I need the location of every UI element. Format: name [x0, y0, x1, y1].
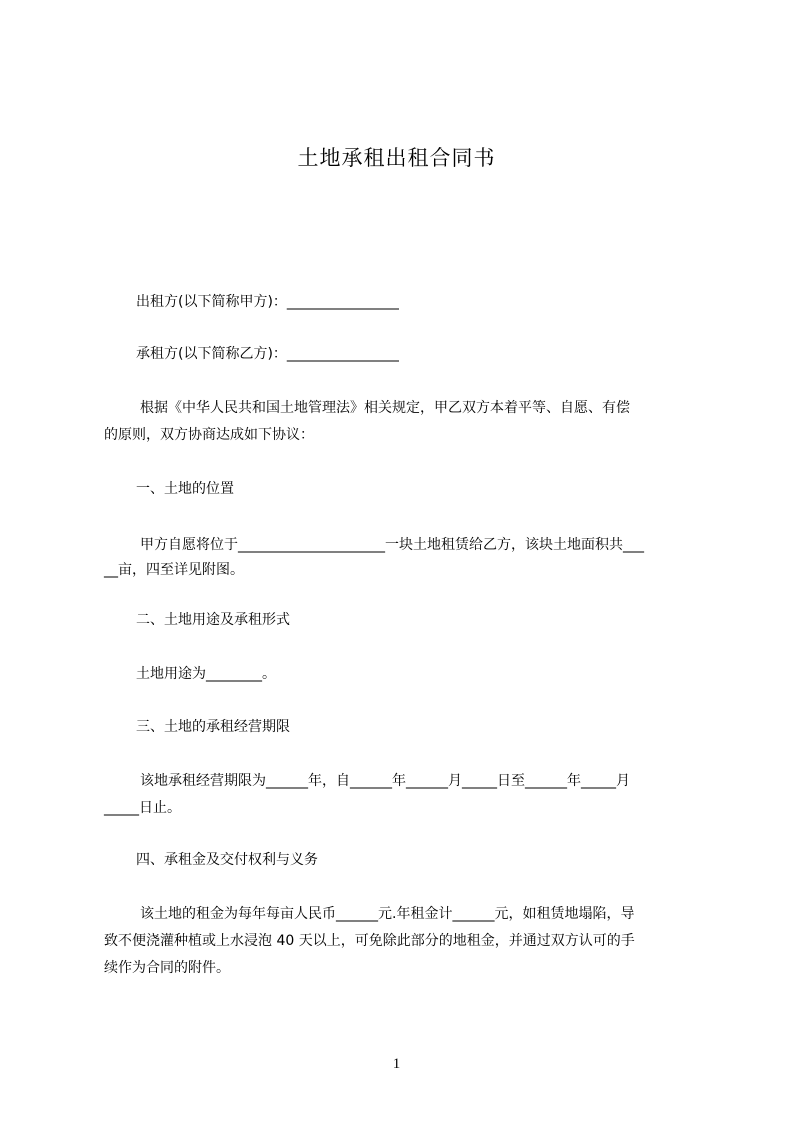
preamble-line-1: 根据《中华人民共和国土地管理法》相关规定，甲乙双方本着平等、自愿、有偿 — [140, 400, 630, 416]
section-2-heading: 二、土地用途及承租形式 — [136, 612, 290, 628]
lessor-line: 出租方(以下简称甲方)：________________ — [136, 294, 399, 310]
preamble-line-2: 的原则，双方协商达成如下协议： — [104, 427, 314, 443]
section-1-line-1: 甲方自愿将位于_____________________一块土地租赁给乙方，该块土地面积共___ — [140, 537, 644, 553]
section-4-line-2: 致不便浇灌种植或上水浸泡 40 天以上，可免除此部分的地租金，并通过双方认可的手 — [104, 933, 635, 949]
section-3-line-2: _____日止。 — [104, 800, 181, 816]
page-number: 1 — [392, 1056, 401, 1072]
section-3-heading: 三、土地的承租经营期限 — [136, 719, 290, 735]
page-title: 土地承租出租合同书 — [297, 146, 496, 170]
lessee-line: 承租方(以下简称乙方)：________________ — [136, 346, 399, 362]
section-4-heading: 四、承租金及交付权利与义务 — [136, 852, 318, 868]
section-3-line-1: 该地承租经营期限为______年，自______年______月_____日至______年_____月 — [140, 773, 630, 789]
section-4-line-3: 续作为合同的附件。 — [104, 960, 230, 976]
section-1-heading: 一、土地的位置 — [136, 481, 234, 497]
section-1-line-2: __亩，四至详见附图。 — [104, 562, 244, 578]
section-2-line-1: 土地用途为________。 — [136, 666, 276, 682]
section-4-line-1: 该土地的租金为每年每亩人民币______元.年租金计______元，如租赁地塌陷，导 — [140, 906, 635, 922]
